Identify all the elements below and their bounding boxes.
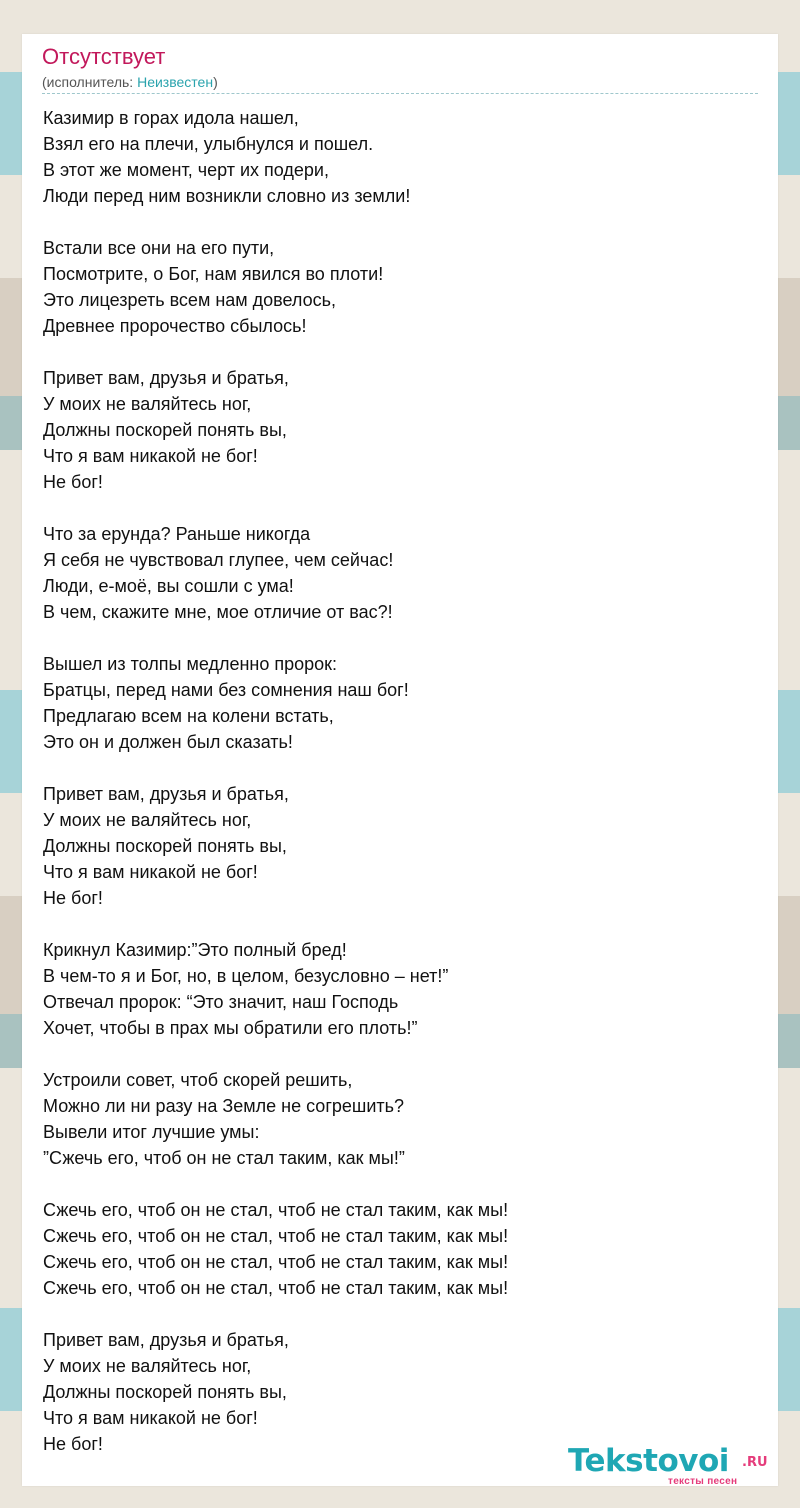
lyrics-stanza bbox=[43, 105, 753, 209]
logo-tld: .RU bbox=[742, 1455, 768, 1470]
lyrics-line: Не бог! bbox=[43, 472, 103, 492]
lyrics-line: Я себя не чувствовал глупее, чем сейчас! bbox=[43, 550, 394, 570]
lyrics-line: Казимир в горах идола нашел, bbox=[43, 108, 299, 128]
lyrics-line: Сжечь его, чтоб он не стал, чтоб не стал таким, как мы! bbox=[43, 1252, 509, 1272]
lyrics-line: Должны поскорей понять вы, bbox=[43, 1382, 287, 1402]
lyrics-line: Не бог! bbox=[43, 1434, 103, 1454]
lyrics-line: ”Сжечь его, чтоб он не стал таким, как мы!” bbox=[43, 1148, 405, 1168]
lyrics-stanza bbox=[43, 1067, 753, 1171]
lyrics-line: Люди перед ним возникли словно из земли! bbox=[43, 186, 411, 206]
lyrics-line: Это он и должен был сказать! bbox=[43, 732, 293, 752]
lyrics-line: Должны поскорей понять вы, bbox=[43, 836, 287, 856]
lyrics-line: Встали все они на его пути, bbox=[43, 238, 275, 258]
lyrics-line: Древнее пророчество сбылось! bbox=[43, 316, 307, 336]
lyrics-line: Братцы, перед нами без сомнения наш бог! bbox=[43, 680, 409, 700]
artist-link[interactable]: Неизвестен bbox=[137, 74, 214, 90]
lyrics-stanza bbox=[43, 365, 753, 495]
lyrics-line: Вывели итог лучшие умы: bbox=[43, 1122, 260, 1142]
lyrics-line: Сжечь его, чтоб он не стал, чтоб не стал таким, как мы! bbox=[43, 1226, 509, 1246]
lyrics-line: Люди, е-моё, вы сошли с ума! bbox=[43, 576, 294, 596]
lyrics-stanza bbox=[43, 521, 753, 625]
lyrics-line: Сжечь его, чтоб он не стал, чтоб не стал таким, как мы! bbox=[43, 1278, 509, 1298]
lyrics-stanza bbox=[43, 651, 753, 755]
logo-tagline: тексты песен bbox=[668, 1476, 738, 1487]
artist-line bbox=[42, 73, 218, 91]
site-logo[interactable] bbox=[568, 1444, 778, 1486]
artist-suffix: ) bbox=[213, 74, 218, 90]
lyrics-stanza bbox=[43, 781, 753, 911]
lyrics-line: Привет вам, друзья и братья, bbox=[43, 368, 289, 388]
lyrics-line: Отвечал пророк: “Это значит, наш Господь bbox=[43, 992, 399, 1012]
header-divider bbox=[42, 93, 758, 94]
artist-prefix: (исполнитель: bbox=[42, 74, 138, 90]
lyrics-line: Крикнул Казимир:”Это полный бред! bbox=[43, 940, 347, 960]
lyrics-line: Что за ерунда? Раньше никогда bbox=[43, 524, 311, 544]
lyrics-line: В этот же момент, черт их подери, bbox=[43, 160, 329, 180]
lyrics-stanza bbox=[43, 937, 753, 1041]
lyrics-text bbox=[43, 105, 753, 1483]
lyrics-line: В чем-то я и Бог, но, в целом, безусловно – нет!” bbox=[43, 966, 449, 986]
logo-name: Tekstovoi bbox=[568, 1443, 729, 1479]
lyrics-line: Сжечь его, чтоб он не стал, чтоб не стал таким, как мы! bbox=[43, 1200, 509, 1220]
lyrics-line: У моих не валяйтесь ног, bbox=[43, 394, 252, 414]
lyrics-line: Вышел из толпы медленно пророк: bbox=[43, 654, 338, 674]
lyrics-line: Это лицезреть всем нам довелось, bbox=[43, 290, 337, 310]
lyrics-line: В чем, скажите мне, мое отличие от вас?! bbox=[43, 602, 393, 622]
lyrics-line: Должны поскорей понять вы, bbox=[43, 420, 287, 440]
lyrics-line: У моих не валяйтесь ног, bbox=[43, 810, 252, 830]
lyrics-line: Взял его на плечи, улыбнулся и пошел. bbox=[43, 134, 374, 154]
lyrics-stanza bbox=[43, 1197, 753, 1301]
lyrics-line: Привет вам, друзья и братья, bbox=[43, 784, 289, 804]
lyrics-line: Что я вам никакой не бог! bbox=[43, 446, 258, 466]
lyrics-line: Хочет, чтобы в прах мы обратили его плоть!” bbox=[43, 1018, 418, 1038]
lyrics-line: Не бог! bbox=[43, 888, 103, 908]
lyrics-stanza bbox=[43, 1327, 753, 1457]
lyrics-line: Что я вам никакой не бог! bbox=[43, 862, 258, 882]
lyrics-line: Можно ли ни разу на Земле не согрешить? bbox=[43, 1096, 405, 1116]
song-title: Отсутствует bbox=[42, 44, 166, 69]
lyrics-line: У моих не валяйтесь ног, bbox=[43, 1356, 252, 1376]
lyrics-line: Предлагаю всем на колени встать, bbox=[43, 706, 334, 726]
lyrics-line: Посмотрите, о Бог, нам явился во плоти! bbox=[43, 264, 384, 284]
lyrics-line: Привет вам, друзья и братья, bbox=[43, 1330, 289, 1350]
lyrics-card bbox=[22, 34, 778, 1486]
lyrics-stanza bbox=[43, 235, 753, 339]
lyrics-line: Что я вам никакой не бог! bbox=[43, 1408, 258, 1428]
lyrics-line: Устроили совет, чтоб скорей решить, bbox=[43, 1070, 353, 1090]
